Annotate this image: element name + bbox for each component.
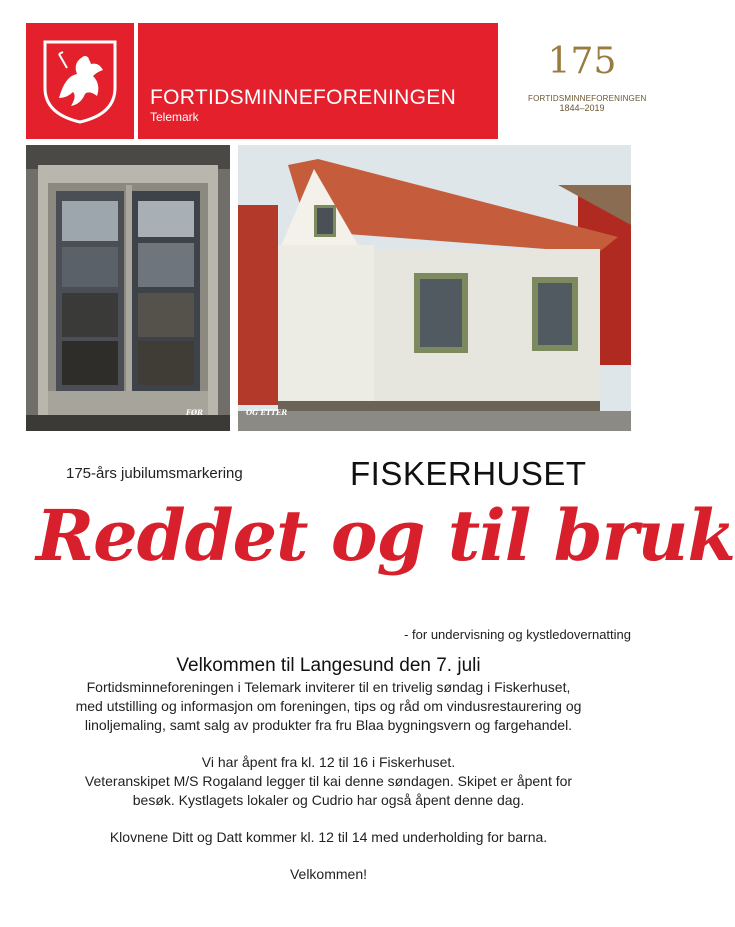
after-label: OG ETTER <box>246 408 288 417</box>
jubilee-number: 175 <box>547 41 617 82</box>
jubilee-org: FORTIDSMINNEFORENINGEN <box>528 94 647 103</box>
subtitle: 175-års jubilumsmarkering <box>66 465 243 482</box>
tagline: - for undervisning og kystledovernatting <box>404 627 631 642</box>
org-region: Telemark <box>150 110 199 124</box>
jubilee-years: 1844–2019 <box>559 103 605 113</box>
crest-emblem <box>26 23 138 139</box>
script-title: Reddet og til bruk <box>36 494 735 577</box>
jubilee-logo <box>528 36 647 113</box>
org-name: FORTIDSMINNEFORENINGEN <box>150 86 457 109</box>
paragraph-1-line-3: linoljemaling, samt salg av produkter fra fru Blaa bygningsvern og fargehandel. <box>84 717 573 733</box>
before-photo <box>26 145 230 431</box>
knight-crest-icon <box>37 36 123 126</box>
welcome-heading: Velkommen til Langesund den 7. juli <box>176 655 481 676</box>
closing: Velkommen! <box>289 866 368 882</box>
paragraph-1-line-1: Fortidsminneforeningen i Telemark inviterer til en trivelig søndag i Fiskerhuset, <box>86 679 571 695</box>
paragraph-2-line-2: Veteranskipet M/S Rogaland legger til kai denne søndagen. Skipet er åpent for <box>84 773 573 789</box>
org-logo-banner <box>26 23 498 139</box>
paragraph-2-line-3: besøk. Kystlagets lokaler og Cudrio har også åpent denne dag. <box>132 792 525 808</box>
page-title: FISKERHUSET <box>350 455 587 492</box>
body-text <box>30 654 627 884</box>
paragraph-1-line-2: med utstilling og informasjon om foreningen, tips og råd om vindusrestaurering og <box>75 698 582 714</box>
after-photo <box>238 145 631 431</box>
before-label: FØR <box>186 408 203 417</box>
paragraph-3: Klovnene Ditt og Datt kommer kl. 12 til 14 med underholding for barna. <box>109 829 548 845</box>
paragraph-2-line-1: Vi har åpent fra kl. 12 til 16 i Fiskerhuset. <box>201 754 456 770</box>
